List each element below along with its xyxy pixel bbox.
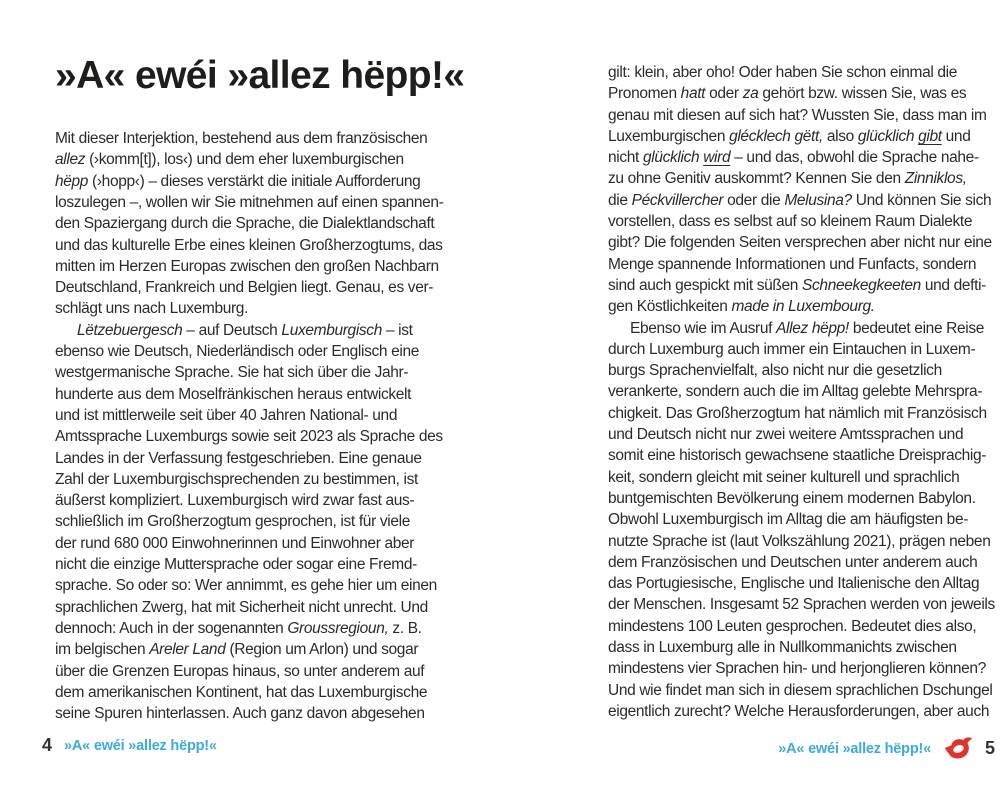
right-running-head: »A« ewéi »allez hëpp!« (778, 740, 931, 757)
text-line: genau mit diesen auf sich hat? Wussten Sie, dass man im (608, 106, 987, 124)
paragraph (608, 62, 998, 318)
text-line: eigentlich zurecht? Welche Herausforderungen, aber auch (608, 702, 990, 720)
text-line: der Menschen. Insgesamt 52 Sprachen werden von jeweils (608, 596, 995, 614)
text-line: mindestens vier Sprachen hin- und herjonglieren können? (608, 660, 986, 678)
text-line: nicht glücklich wird – und das, obwohl die Sprache nahe- (608, 149, 979, 167)
page-title: »A« ewéi »allez hëpp!« (55, 54, 465, 97)
text-line: nicht die einzige Muttersprache oder sogar eine Fremd- (55, 556, 417, 574)
text-line: vorstellen, dass es selbst auf so kleinem Raum Dialekte (608, 213, 973, 231)
text-line: nutzte Sprache ist (laut Volkszählung 2021), prägen neben (608, 532, 991, 550)
text-line: verankerte, sondern auch die im Alltag gelebte Mehrspra- (608, 383, 983, 401)
text-line: im belgischen Areler Land (Region um Arlon) und sogar (55, 641, 419, 659)
text-line: das Portugiesische, Englische und Italienische den Alltag (608, 575, 980, 593)
text-line: und das kulturelle Erbe eines kleinen Großherzogtums, das (55, 236, 443, 254)
text-line: Menge spannende Informationen und Funfacts, sondern (608, 255, 977, 273)
text-line: dem amerikanischen Kontinent, hat das Luxemburgische (55, 683, 428, 701)
text-line: sind auch gespickt mit süßen Schneekegkeeten und defti- (608, 276, 986, 294)
text-line: westgermanische Sprache. Sie hat sich über die Jahr- (55, 364, 409, 382)
text-line: gibt? Die folgenden Seiten versprechen aber nicht nur eine (608, 234, 992, 252)
text-line: dennoch: Auch in der sogenannten Groussregioun, z. B. (55, 619, 422, 637)
page-right (608, 62, 998, 722)
text-line: Landes in der Verfassung festgeschrieben. Eine genaue (55, 449, 422, 467)
text-line: den Spaziergang durch die Sprache, die Dialektlandschaft (55, 215, 435, 233)
text-line: somit eine historisch gewachsene staatliche Dreisprachig- (608, 447, 987, 465)
text-line: Obwohl Luxemburgisch im Alltag die am häufigsten be- (608, 511, 969, 529)
text-line: über die Grenzen Europas hinaus, so unter anderem auf (55, 662, 425, 680)
text-line: der rund 680 000 Einwohnerinnen und Einwohner aber (55, 534, 415, 552)
text-line: hëpp (›hopp‹) – dieses verstärkt die initiale Aufforderung (55, 172, 421, 190)
text-line: Pronomen hatt oder za gehört bzw. wissen Sie, was es (608, 85, 967, 103)
text-line: burgs Sprachenvielfalt, also nicht nur die gesetzlich (608, 362, 942, 380)
left-body-text (55, 128, 487, 724)
text-line: buntgemischten Bevölkerung einem modernen Babylon. (608, 489, 976, 507)
text-line: und Deutsch nicht nur zwei weitere Amtssprachen und (608, 426, 964, 444)
text-line: Lëtzebuergesch – auf Deutsch Luxemburgisch – ist (77, 321, 413, 339)
text-line: sprachlichen Zwerg, hat mit Sicherheit nicht unrecht. Und (55, 598, 428, 616)
text-line: mitten im Herzen Europas zwischen den großen Nachbarn (55, 257, 439, 275)
red-bird-logo-icon (943, 735, 973, 762)
paragraph (55, 320, 487, 725)
text-line: gilt: klein, aber oho! Oder haben Sie schon einmal die (608, 64, 958, 81)
text-line: Luxemburgischen glécklech gëtt, also glücklich gibt und (608, 127, 971, 145)
right-page-number: 5 (984, 738, 995, 758)
text-line: hunderte aus dem Moselfränkischen heraus entwickelt (55, 385, 412, 403)
text-line: loszulegen –, wollen wir Sie mitnehmen auf einen spannen- (55, 194, 444, 211)
text-line: dass in Luxemburg alle in Nullkommanichts zwischen (608, 639, 957, 657)
paragraph (55, 128, 487, 320)
text-line: mindestens 100 Leuten gesprochen. Bedeutet dies also, (608, 617, 977, 635)
text-line: Zahl der Luxemburgischsprechenden zu bestimmen, ist (55, 470, 418, 488)
text-line: ebenso wie Deutsch, Niederländisch oder Englisch eine (55, 343, 420, 361)
right-body-text (608, 62, 998, 722)
text-line: chigkeit. Das Großherzogtum hat nämlich mit Französisch (608, 404, 987, 422)
left-running-head: »A« ewéi »allez hëpp!« (64, 737, 217, 754)
text-line: zu ohne Genitiv auskommt? Kennen Sie den Zinniklos, (608, 170, 967, 188)
text-line: Deutschland, Frankreich und Belgien liegt. Genau, es ver- (55, 279, 434, 297)
text-line: Ebenso wie im Ausruf Allez hëpp! bedeutet eine Reise (630, 319, 985, 337)
text-line: gen Köstlichkeiten made in Luxembourg. (608, 298, 875, 316)
left-footer (42, 735, 217, 756)
text-line: keit, sondern gleicht mit seiner kulturell und sprachlich (608, 468, 960, 486)
paragraph (608, 318, 998, 723)
text-line: und ist mittlerweile seit über 40 Jahren National- und (55, 406, 398, 424)
right-footer (778, 735, 995, 762)
text-line: schließlich im Großherzogtum gesprochen, ist für viele (55, 513, 410, 531)
text-line: Amtssprache Luxemburgs sowie seit 2023 als Sprache des (55, 428, 443, 446)
text-line: äußerst kompliziert. Luxemburgisch wird zwar fast aus- (55, 492, 415, 510)
left-page-number: 4 (42, 735, 53, 755)
text-line: dem Französischen und Deutschen unter anderem auch (608, 553, 978, 571)
text-line: seine Spuren hinterlassen. Auch ganz davon abgesehen (55, 705, 425, 723)
text-line: Mit dieser Interjektion, bestehend aus dem französischen (55, 130, 428, 148)
page-left (55, 55, 487, 724)
text-line: die Péckvillercher oder die Melusina? Und können Sie sich (608, 191, 992, 209)
text-line: sprache. So oder so: Wer annimmt, es gehe hier um einen (55, 577, 437, 595)
text-line: Und wie findet man sich in diesem sprachlichen Dschungel (608, 681, 993, 699)
text-line: schlägt uns nach Luxemburg. (55, 300, 249, 318)
text-line: durch Luxemburg auch immer ein Eintauchen in Luxem- (608, 340, 976, 358)
text-line: allez (›komm[t]), los‹) und dem eher luxemburgischen (55, 151, 404, 169)
